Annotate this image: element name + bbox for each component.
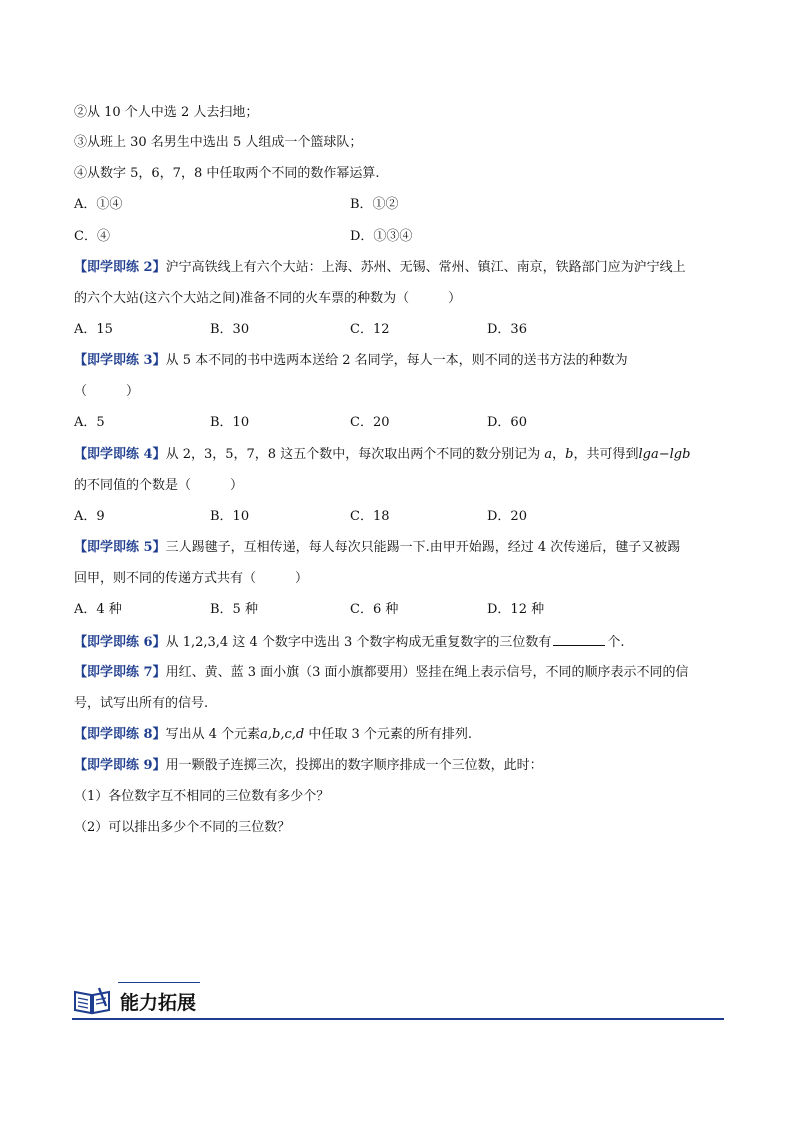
q3-tag: 【即学即练 3】 xyxy=(74,353,166,368)
q8-elements: a,b,c,d xyxy=(260,727,305,742)
q8-text1: 写出从 4 个元素 xyxy=(165,727,261,742)
q2-text2: 的六个大站(这六个大站之间)准备不同的火车票的种数为（ ） xyxy=(74,291,462,306)
q3-line1 xyxy=(74,352,628,370)
q5-option-b: B．5 种 xyxy=(210,602,258,617)
q2-option-d: D．36 xyxy=(487,322,527,337)
section-bottom-rule xyxy=(72,1018,724,1020)
q5-tag: 【即学即练 5】 xyxy=(74,540,166,555)
q2-line1 xyxy=(74,259,686,277)
section-header xyxy=(72,980,724,1022)
section-title: 能力拓展 xyxy=(120,992,197,1014)
q6-text1: 从 1,2,3,4 这 4 个数字中选出 3 个数字构成无重复数字的三位数有 xyxy=(165,635,552,650)
q2-option-c: C．12 xyxy=(350,322,390,337)
q3-text2: （ ） xyxy=(74,384,140,399)
q9-tag: 【即学即练 9】 xyxy=(74,758,166,773)
q4-option-d: D．20 xyxy=(487,509,527,524)
q5-option-c: C．6 种 xyxy=(350,602,399,617)
q4-text1b: ，共可得到 xyxy=(573,447,639,462)
q7-tag: 【即学即练 7】 xyxy=(74,665,166,680)
q4-option-c: C．18 xyxy=(350,509,390,524)
open-book-icon xyxy=(72,986,112,1016)
q4-text2: 的不同值的个数是（ ） xyxy=(74,478,244,493)
q4-tag: 【即学即练 4】 xyxy=(74,447,166,462)
q2-option-b: B．30 xyxy=(210,322,250,337)
answer-blank xyxy=(553,633,605,646)
q6-text1-end: 个. xyxy=(607,635,625,650)
q1-option-a: A．①④ xyxy=(74,197,123,212)
q5-option-d: D．12 种 xyxy=(487,602,545,617)
q4-option-a: A．9 xyxy=(74,509,105,524)
q4-var-b: b xyxy=(565,447,574,462)
q2-text1: 沪宁高铁线上有六个大站：上海、苏州、无锡、常州、镇江、南京，铁路部门应为沪宁线上 xyxy=(165,260,686,275)
q1-option-c: C．④ xyxy=(74,229,110,244)
q3-option-c: C．20 xyxy=(350,415,390,430)
q3-option-b: B．10 xyxy=(210,415,250,430)
q4-line1 xyxy=(74,446,690,464)
q4-option-b: B．10 xyxy=(210,509,250,524)
q6-line1 xyxy=(74,633,625,652)
q1-option-b: B．①② xyxy=(350,197,399,212)
q4-var-a: a xyxy=(544,447,553,462)
q8-line1 xyxy=(74,726,472,744)
section-top-rule xyxy=(118,982,200,983)
q3-option-a: A．5 xyxy=(74,415,105,430)
q5-line1 xyxy=(74,539,680,557)
q4-text1a: 从 2，3，5，7，8 这五个数中，每次取出两个不同的数分别记为 xyxy=(165,447,545,462)
statement-4: ④从数字 5，6，7，8 中任取两个不同的数作幂运算. xyxy=(74,166,380,181)
q1-option-d: D．①③④ xyxy=(350,229,413,244)
q5-text2: 回甲，则不同的传递方式共有（ ） xyxy=(74,571,309,586)
statement-2: ②从 10 个人中选 2 人去扫地； xyxy=(74,105,259,120)
q3-text1: 从 5 本不同的书中选两本送给 2 名同学，每人一本，则不同的送书方法的种数为 xyxy=(165,353,628,368)
q7-text1: 用红、黄、蓝 3 面小旗（3 面小旗都要用）竖挂在绳上表示信号，不同的顺序表示不同的信 xyxy=(165,665,689,680)
q5-text1: 三人踢毽子，互相传递，每人每次只能踢一下.由甲开始踢，经过 4 次传递后，毽子又被踢 xyxy=(165,540,681,555)
q2-tag: 【即学即练 2】 xyxy=(74,260,166,275)
q4-sep: ， xyxy=(552,447,566,462)
q6-tag: 【即学即练 6】 xyxy=(74,635,166,650)
q7-text2: 号，试写出所有的信号. xyxy=(74,696,209,711)
q2-option-a: A．15 xyxy=(74,322,113,337)
q9-sub2: （2）可以排出多少个不同的三位数？ xyxy=(74,820,291,835)
q3-option-d: D．60 xyxy=(487,415,527,430)
q9-line1 xyxy=(74,757,543,775)
statement-3: ③从班上 30 名男生中选出 5 人组成一个篮球队； xyxy=(74,135,363,150)
q9-sub1: （1）各位数字互不相同的三位数有多少个？ xyxy=(74,789,330,804)
q9-text1: 用一颗骰子连掷三次，投掷出的数字顺序排成一个三位数，此时： xyxy=(165,758,543,773)
q4-formula: lga−lgb xyxy=(638,447,691,462)
q8-text1-end: 中任取 3 个元素的所有排列. xyxy=(304,727,473,742)
q5-option-a: A．4 种 xyxy=(74,602,122,617)
q8-tag: 【即学即练 8】 xyxy=(74,727,166,742)
q7-line1 xyxy=(74,664,689,682)
